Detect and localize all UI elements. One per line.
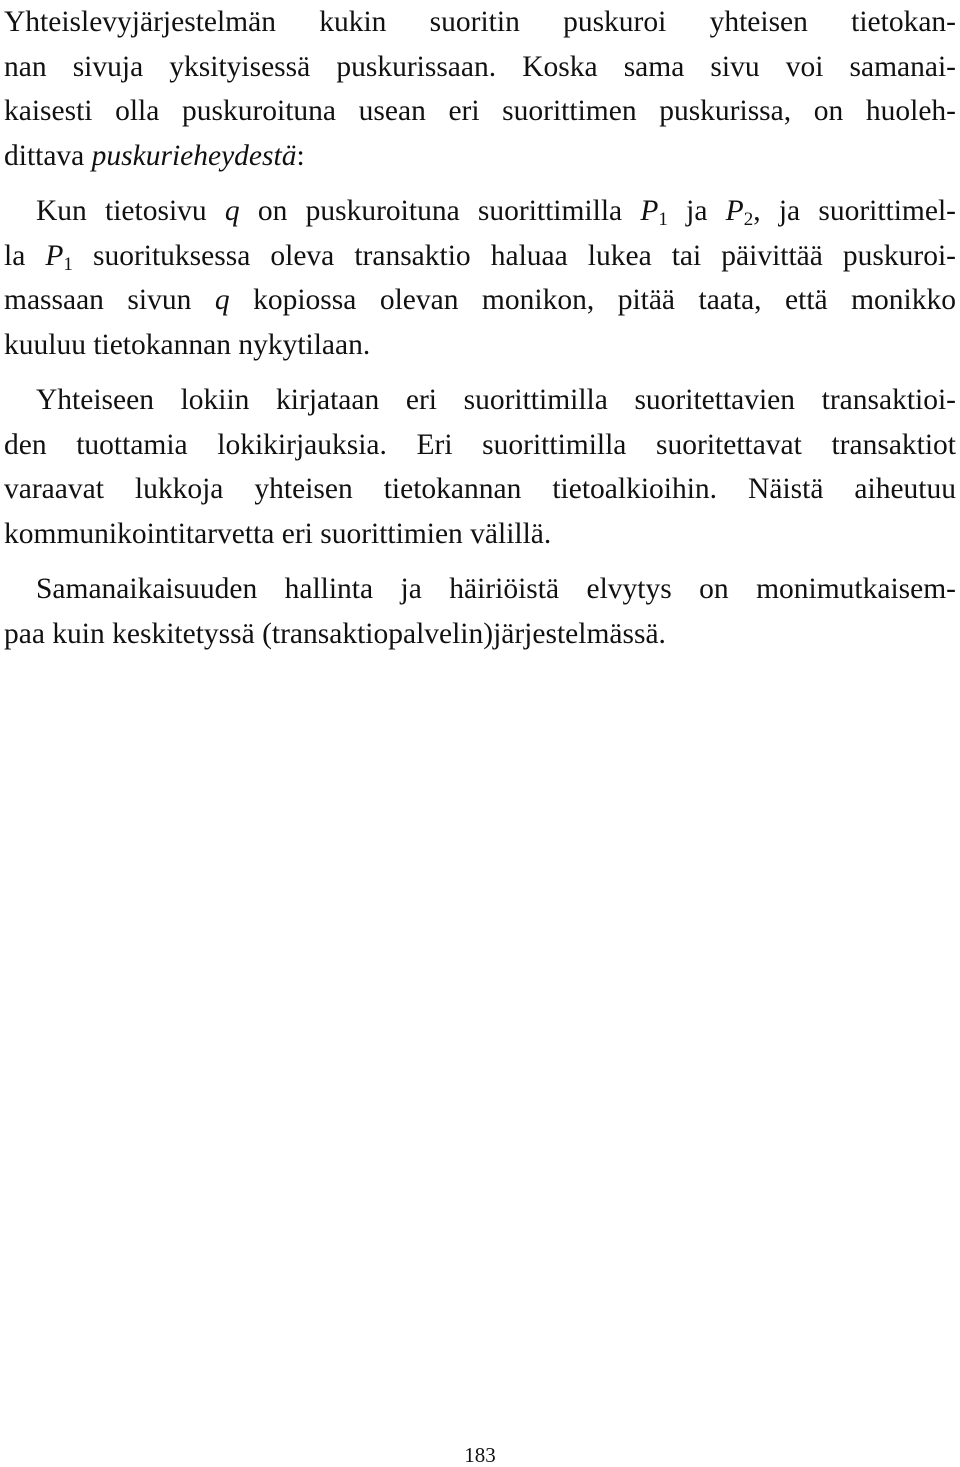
text-line: varaavat lukkoja yhteisen tietokannan tietoalkioihin. Näistä aiheutuu: [4, 473, 956, 505]
paragraph-concurrency-recovery: [4, 567, 956, 656]
math-subscript: 1: [658, 209, 668, 230]
text-line: Samanaikaisuuden hallinta ja häiriöistä elvytys on monimutkaisem-: [36, 573, 956, 605]
text-line: kommunikointitarvetta eri suorittimien välillä.: [4, 517, 552, 550]
text-line: nan sivuja yksityisessä puskurissaan. Koska sama sivu voi samanai-: [4, 50, 956, 83]
math-subscript: 2: [743, 209, 754, 230]
paragraph-shared-log: [4, 378, 956, 556]
paragraph-shared-disk-buffering: [4, 0, 956, 178]
text-fragment: la: [4, 239, 46, 272]
text-fragment: suorituksessa oleva transaktio haluaa lukea tai päivittää puskuroi-: [72, 239, 956, 272]
math-variable-q: q: [214, 284, 230, 316]
text-line: Yhteiseen lokiin kirjataan eri suorittimilla suoritettavien transaktioi-: [36, 384, 956, 416]
text-line: kaisesti olla puskuroituna usean eri suorittimen puskurissa, on huoleh-: [4, 95, 956, 127]
text-line: [4, 278, 956, 323]
math-variable-P: P: [725, 195, 744, 227]
page-number: 183: [464, 1443, 496, 1467]
text-fragment: ja: [667, 195, 726, 227]
text-fragment: :: [296, 139, 305, 172]
math-variable-P: P: [640, 195, 659, 227]
text-line: Yhteislevyjärjestelmän kukin suoritin puskuroi yhteisen tietokan-: [4, 6, 956, 38]
text-line: [4, 134, 956, 179]
text-fragment: , ja suorittimel-: [753, 195, 956, 227]
text-fragment: kopiossa olevan monikon, pitää taata, että monikko: [229, 284, 956, 316]
body-text: [4, 0, 956, 656]
text-line: [4, 189, 956, 234]
math-variable-P: P: [45, 239, 64, 272]
text-fragment: massaan sivun: [4, 284, 215, 316]
text-fragment: Kun tietosivu: [36, 195, 225, 227]
math-subscript: 1: [63, 253, 73, 275]
text-line: paa kuin keskitetyssä (transaktiopalvelin)järjestelmässä.: [4, 617, 666, 650]
paragraph-buffer-coherence-condition: [4, 189, 956, 367]
math-variable-q: q: [224, 195, 240, 227]
text-fragment: on puskuroituna suorittimilla: [239, 195, 641, 227]
text-fragment: dittava: [4, 139, 92, 172]
text-line: kuuluu tietokannan nykytilaan.: [4, 328, 371, 361]
text-line: [4, 234, 956, 279]
emphasized-term: puskurieheydestä: [91, 139, 297, 172]
text-line: den tuottamia lokikirjauksia. Eri suorittimilla suoritettavat transaktiot: [4, 428, 956, 461]
